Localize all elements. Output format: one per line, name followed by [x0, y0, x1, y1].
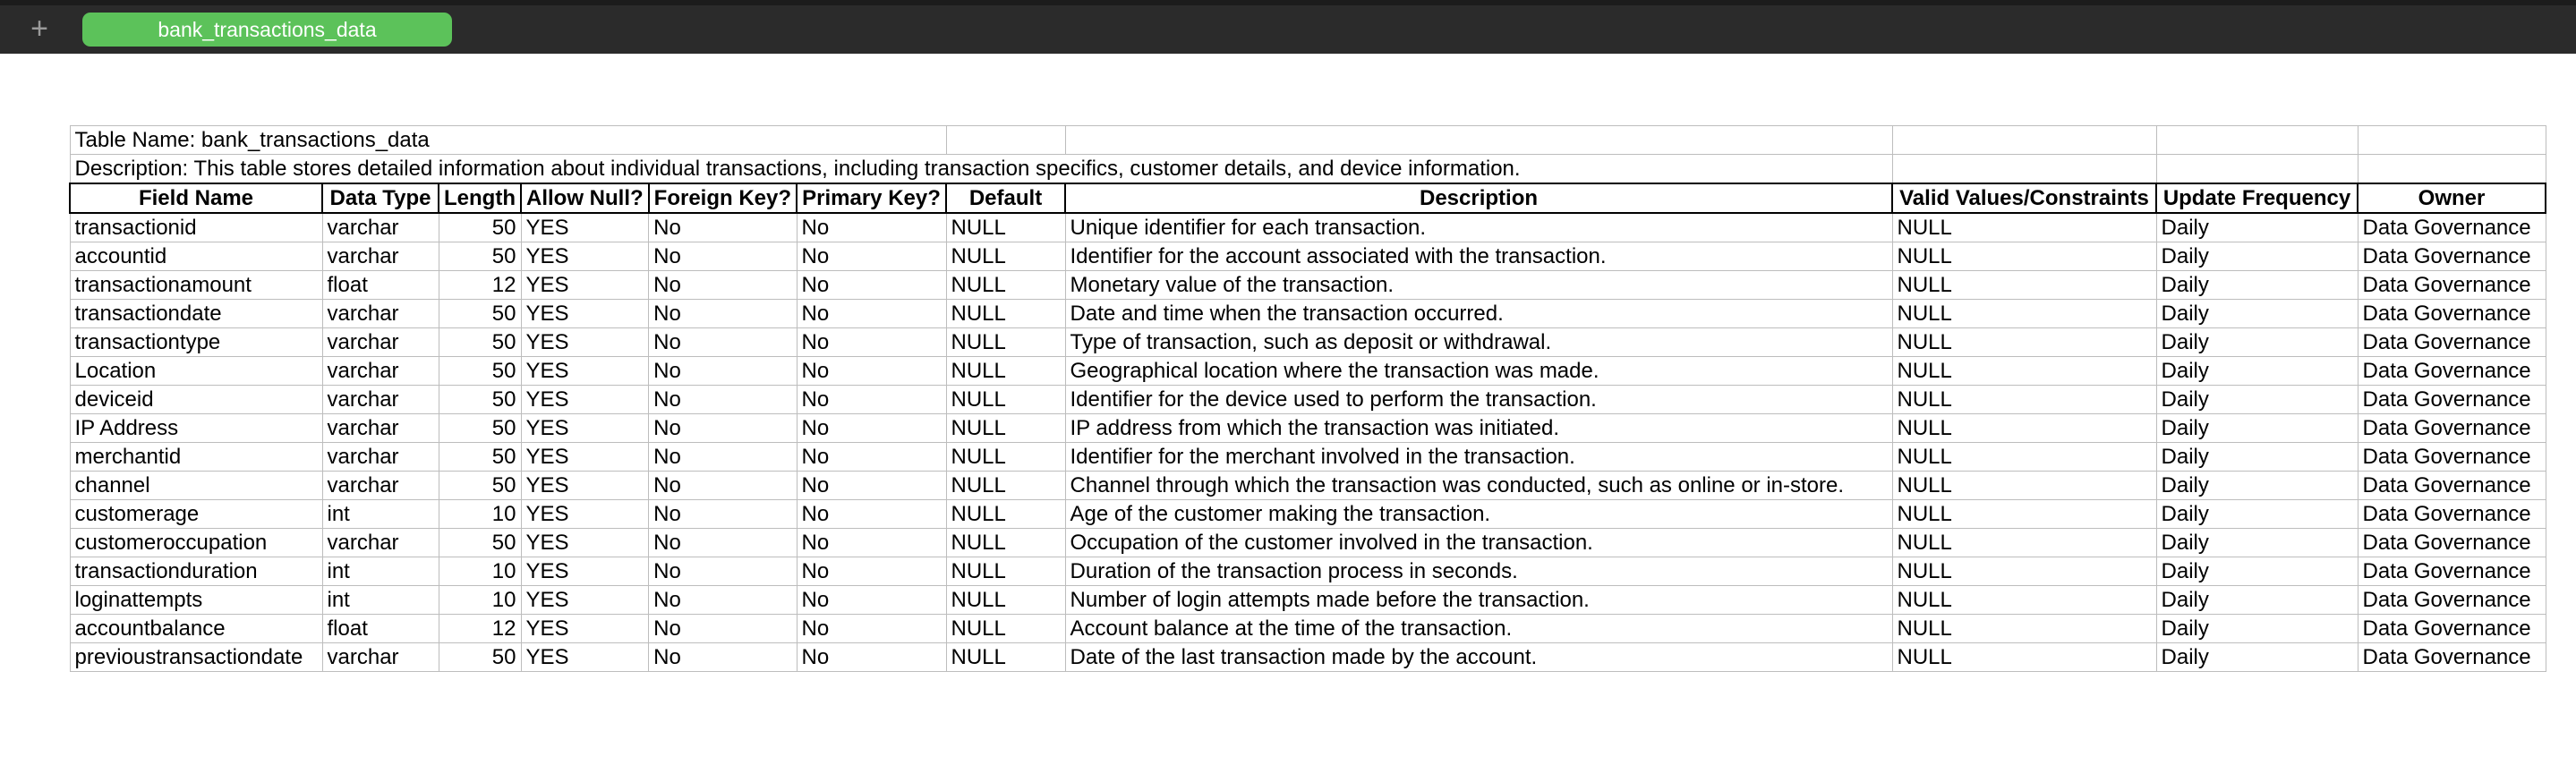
default-cell[interactable]: NULL — [946, 271, 1065, 300]
valid-values-cell[interactable]: NULL — [1892, 500, 2156, 529]
table-row — [70, 386, 2546, 414]
valid-values-cell[interactable]: NULL — [1892, 271, 2156, 300]
foreign-key-cell[interactable]: No — [649, 242, 797, 271]
table-row — [70, 357, 2546, 386]
update-frequency-cell[interactable]: Daily — [2156, 357, 2358, 386]
primary-key-cell[interactable]: No — [797, 271, 946, 300]
valid-values-cell[interactable]: NULL — [1892, 529, 2156, 557]
default-cell[interactable]: NULL — [946, 615, 1065, 643]
default-cell[interactable]: NULL — [946, 500, 1065, 529]
default-cell[interactable]: NULL — [946, 213, 1065, 242]
allow-null-cell[interactable]: YES — [521, 328, 649, 357]
update-frequency-cell[interactable]: Daily — [2156, 300, 2358, 328]
description-row — [70, 155, 2546, 184]
update-frequency-cell[interactable]: Daily — [2156, 386, 2358, 414]
primary-key-cell[interactable]: No — [797, 300, 946, 328]
add-sheet-button[interactable]: + — [30, 12, 48, 46]
owner-cell[interactable]: Data Governance — [2358, 386, 2546, 414]
primary-key-cell[interactable]: No — [797, 615, 946, 643]
primary-key-cell[interactable]: No — [797, 586, 946, 615]
table-row — [70, 300, 2546, 328]
default-cell[interactable]: NULL — [946, 328, 1065, 357]
primary-key-cell[interactable]: No — [797, 213, 946, 242]
field-name-cell[interactable]: Location — [70, 357, 322, 386]
owner-cell[interactable]: Data Governance — [2358, 213, 2546, 242]
description-cell[interactable]: Identifier for the device used to perform the transaction. — [1065, 386, 1892, 414]
field-name-cell[interactable]: transactionid — [70, 213, 322, 242]
allow-null-cell[interactable]: YES — [521, 213, 649, 242]
field-name-cell[interactable]: deviceid — [70, 386, 322, 414]
data-type-cell[interactable]: varchar — [322, 643, 439, 672]
update-frequency-cell[interactable]: Daily — [2156, 271, 2358, 300]
data-type-cell[interactable]: varchar — [322, 328, 439, 357]
primary-key-cell[interactable]: No — [797, 557, 946, 586]
owner-cell[interactable]: Data Governance — [2358, 615, 2546, 643]
owner-cell[interactable]: Data Governance — [2358, 242, 2546, 271]
allow-null-cell[interactable]: YES — [521, 500, 649, 529]
field-name-cell[interactable]: transactiontype — [70, 328, 322, 357]
valid-values-cell[interactable]: NULL — [1892, 557, 2156, 586]
allow-null-cell[interactable]: YES — [521, 643, 649, 672]
length-cell[interactable]: 50 — [439, 472, 521, 500]
foreign-key-cell[interactable]: No — [649, 328, 797, 357]
field-name-cell[interactable]: transactionamount — [70, 271, 322, 300]
default-cell[interactable]: NULL — [946, 443, 1065, 472]
data-type-cell[interactable]: varchar — [322, 242, 439, 271]
description-cell[interactable]: Unique identifier for each transaction. — [1065, 213, 1892, 242]
valid-values-cell[interactable]: NULL — [1892, 357, 2156, 386]
owner-cell[interactable]: Data Governance — [2358, 500, 2546, 529]
owner-cell[interactable]: Data Governance — [2358, 529, 2546, 557]
table-row — [70, 643, 2546, 672]
default-cell[interactable]: NULL — [946, 242, 1065, 271]
data-type-cell[interactable]: varchar — [322, 357, 439, 386]
field-name-cell[interactable]: previoustransactiondate — [70, 643, 322, 672]
foreign-key-cell[interactable]: No — [649, 557, 797, 586]
length-cell[interactable]: 50 — [439, 213, 521, 242]
update-frequency-cell[interactable]: Daily — [2156, 529, 2358, 557]
allow-null-cell[interactable]: YES — [521, 529, 649, 557]
primary-key-cell[interactable]: No — [797, 443, 946, 472]
empty-cell[interactable] — [2156, 126, 2358, 155]
length-cell[interactable]: 50 — [439, 242, 521, 271]
field-name-cell[interactable]: accountbalance — [70, 615, 322, 643]
data-type-cell[interactable]: varchar — [322, 472, 439, 500]
primary-key-cell[interactable]: No — [797, 414, 946, 443]
default-cell[interactable]: NULL — [946, 643, 1065, 672]
foreign-key-cell[interactable]: No — [649, 357, 797, 386]
owner-cell[interactable]: Data Governance — [2358, 271, 2546, 300]
column-header[interactable]: Allow Null? — [521, 183, 649, 213]
primary-key-cell[interactable]: No — [797, 529, 946, 557]
owner-cell[interactable]: Data Governance — [2358, 443, 2546, 472]
field-name-cell[interactable]: customeroccupation — [70, 529, 322, 557]
description-cell[interactable]: Occupation of the customer involved in the transaction. — [1065, 529, 1892, 557]
length-cell[interactable]: 50 — [439, 300, 521, 328]
column-header[interactable]: Field Name — [70, 183, 322, 213]
field-name-cell[interactable]: customerage — [70, 500, 322, 529]
empty-cell[interactable] — [1892, 155, 2156, 184]
owner-cell[interactable]: Data Governance — [2358, 357, 2546, 386]
table-row — [70, 529, 2546, 557]
length-cell[interactable]: 50 — [439, 414, 521, 443]
owner-cell[interactable]: Data Governance — [2358, 472, 2546, 500]
owner-cell[interactable]: Data Governance — [2358, 643, 2546, 672]
table-row — [70, 500, 2546, 529]
update-frequency-cell[interactable]: Daily — [2156, 557, 2358, 586]
sheet-tab-bar — [0, 0, 2576, 54]
foreign-key-cell[interactable]: No — [649, 586, 797, 615]
column-header[interactable]: Foreign Key? — [649, 183, 797, 213]
field-name-cell[interactable]: channel — [70, 472, 322, 500]
table-name-row — [70, 126, 2546, 155]
description-cell[interactable]: Type of transaction, such as deposit or withdrawal. — [1065, 328, 1892, 357]
allow-null-cell[interactable]: YES — [521, 357, 649, 386]
empty-cell[interactable] — [2156, 155, 2358, 184]
table-row — [70, 414, 2546, 443]
field-name-cell[interactable]: loginattempts — [70, 586, 322, 615]
empty-cell[interactable] — [2358, 126, 2546, 155]
foreign-key-cell[interactable]: No — [649, 414, 797, 443]
update-frequency-cell[interactable]: Daily — [2156, 615, 2358, 643]
data-type-cell[interactable]: varchar — [322, 529, 439, 557]
valid-values-cell[interactable]: NULL — [1892, 643, 2156, 672]
primary-key-cell[interactable]: No — [797, 328, 946, 357]
primary-key-cell[interactable]: No — [797, 472, 946, 500]
valid-values-cell[interactable]: NULL — [1892, 242, 2156, 271]
header-row — [70, 183, 2546, 213]
update-frequency-cell[interactable]: Daily — [2156, 443, 2358, 472]
description-cell[interactable]: Number of login attempts made before the transaction. — [1065, 586, 1892, 615]
empty-cell[interactable] — [1892, 126, 2156, 155]
foreign-key-cell[interactable]: No — [649, 529, 797, 557]
owner-cell[interactable]: Data Governance — [2358, 557, 2546, 586]
description-cell[interactable]: IP address from which the transaction was initiated. — [1065, 414, 1892, 443]
primary-key-cell[interactable]: No — [797, 242, 946, 271]
valid-values-cell[interactable]: NULL — [1892, 615, 2156, 643]
allow-null-cell[interactable]: YES — [521, 271, 649, 300]
foreign-key-cell[interactable]: No — [649, 643, 797, 672]
default-cell[interactable]: NULL — [946, 414, 1065, 443]
description-cell[interactable]: Geographical location where the transaction was made. — [1065, 357, 1892, 386]
sheet-tab[interactable]: bank_transactions_data — [82, 13, 452, 47]
length-cell[interactable]: 50 — [439, 529, 521, 557]
description-cell[interactable]: Age of the customer making the transaction. — [1065, 500, 1892, 529]
table-row — [70, 328, 2546, 357]
allow-null-cell[interactable]: YES — [521, 557, 649, 586]
field-name-cell[interactable]: merchantid — [70, 443, 322, 472]
valid-values-cell[interactable]: NULL — [1892, 443, 2156, 472]
default-cell[interactable]: NULL — [946, 472, 1065, 500]
data-type-cell[interactable]: varchar — [322, 386, 439, 414]
length-cell[interactable]: 50 — [439, 443, 521, 472]
length-cell[interactable]: 12 — [439, 615, 521, 643]
foreign-key-cell[interactable]: No — [649, 386, 797, 414]
update-frequency-cell[interactable]: Daily — [2156, 414, 2358, 443]
update-frequency-cell[interactable]: Daily — [2156, 500, 2358, 529]
column-header[interactable]: Length — [439, 183, 521, 213]
data-dictionary-table — [69, 125, 2546, 672]
length-cell[interactable]: 50 — [439, 357, 521, 386]
table-row — [70, 213, 2546, 242]
allow-null-cell[interactable]: YES — [521, 615, 649, 643]
default-cell[interactable]: NULL — [946, 300, 1065, 328]
column-header[interactable]: Primary Key? — [797, 183, 946, 213]
allow-null-cell[interactable]: YES — [521, 242, 649, 271]
data-type-cell[interactable]: int — [322, 586, 439, 615]
valid-values-cell[interactable]: NULL — [1892, 386, 2156, 414]
owner-cell[interactable]: Data Governance — [2358, 328, 2546, 357]
update-frequency-cell[interactable]: Daily — [2156, 213, 2358, 242]
description-cell[interactable]: Identifier for the account associated with the transaction. — [1065, 242, 1892, 271]
data-type-cell[interactable]: varchar — [322, 414, 439, 443]
table-row — [70, 557, 2546, 586]
data-type-cell[interactable]: int — [322, 500, 439, 529]
allow-null-cell[interactable]: YES — [521, 414, 649, 443]
foreign-key-cell[interactable]: No — [649, 472, 797, 500]
description-cell[interactable]: Account balance at the time of the transaction. — [1065, 615, 1892, 643]
valid-values-cell[interactable]: NULL — [1892, 414, 2156, 443]
empty-cell[interactable] — [946, 126, 1065, 155]
description-cell[interactable]: Duration of the transaction process in seconds. — [1065, 557, 1892, 586]
length-cell[interactable]: 10 — [439, 586, 521, 615]
length-cell[interactable]: 50 — [439, 386, 521, 414]
description-text: Description: This table stores detailed information about individual transactions, including transaction specifics, customer details, and device information. — [74, 157, 1521, 181]
empty-cell[interactable] — [2358, 155, 2546, 184]
column-header[interactable]: Update Frequency — [2156, 183, 2358, 213]
field-name-cell[interactable]: IP Address — [70, 414, 322, 443]
data-type-cell[interactable]: varchar — [322, 443, 439, 472]
table-row — [70, 271, 2546, 300]
allow-null-cell[interactable]: YES — [521, 586, 649, 615]
foreign-key-cell[interactable]: No — [649, 271, 797, 300]
table-row — [70, 586, 2546, 615]
column-header[interactable]: Data Type — [322, 183, 439, 213]
description-cell[interactable]: Channel through which the transaction was conducted, such as online or in-store. — [1065, 472, 1892, 500]
foreign-key-cell[interactable]: No — [649, 443, 797, 472]
table-row — [70, 472, 2546, 500]
allow-null-cell[interactable]: YES — [521, 443, 649, 472]
default-cell[interactable]: NULL — [946, 557, 1065, 586]
length-cell[interactable]: 50 — [439, 643, 521, 672]
description-cell[interactable] — [70, 155, 1892, 184]
default-cell[interactable]: NULL — [946, 386, 1065, 414]
allow-null-cell[interactable]: YES — [521, 472, 649, 500]
field-name-cell[interactable]: transactiondate — [70, 300, 322, 328]
table-name-text: Table Name: bank_transactions_data — [74, 128, 430, 152]
update-frequency-cell[interactable]: Daily — [2156, 643, 2358, 672]
update-frequency-cell[interactable]: Daily — [2156, 242, 2358, 271]
table-row — [70, 242, 2546, 271]
update-frequency-cell[interactable]: Daily — [2156, 472, 2358, 500]
owner-cell[interactable]: Data Governance — [2358, 300, 2546, 328]
update-frequency-cell[interactable]: Daily — [2156, 328, 2358, 357]
allow-null-cell[interactable]: YES — [521, 386, 649, 414]
valid-values-cell[interactable]: NULL — [1892, 328, 2156, 357]
default-cell[interactable]: NULL — [946, 586, 1065, 615]
column-header[interactable]: Owner — [2358, 183, 2546, 213]
length-cell[interactable]: 10 — [439, 557, 521, 586]
primary-key-cell[interactable]: No — [797, 500, 946, 529]
valid-values-cell[interactable]: NULL — [1892, 300, 2156, 328]
foreign-key-cell[interactable]: No — [649, 213, 797, 242]
length-cell[interactable]: 10 — [439, 500, 521, 529]
allow-null-cell[interactable]: YES — [521, 300, 649, 328]
column-header[interactable]: Description — [1065, 183, 1892, 213]
table-row — [70, 443, 2546, 472]
data-type-cell[interactable]: int — [322, 557, 439, 586]
table-row — [70, 615, 2546, 643]
default-cell[interactable]: NULL — [946, 357, 1065, 386]
description-cell[interactable]: Date and time when the transaction occurred. — [1065, 300, 1892, 328]
field-name-cell[interactable]: accountid — [70, 242, 322, 271]
foreign-key-cell[interactable]: No — [649, 615, 797, 643]
owner-cell[interactable]: Data Governance — [2358, 414, 2546, 443]
primary-key-cell[interactable]: No — [797, 386, 946, 414]
valid-values-cell[interactable]: NULL — [1892, 586, 2156, 615]
field-name-cell[interactable]: transactionduration — [70, 557, 322, 586]
description-cell[interactable]: Date of the last transaction made by the account. — [1065, 643, 1892, 672]
empty-cell[interactable] — [797, 126, 946, 155]
valid-values-cell[interactable]: NULL — [1892, 472, 2156, 500]
length-cell[interactable]: 50 — [439, 328, 521, 357]
foreign-key-cell[interactable]: No — [649, 300, 797, 328]
data-type-cell[interactable]: float — [322, 615, 439, 643]
primary-key-cell[interactable]: No — [797, 357, 946, 386]
owner-cell[interactable]: Data Governance — [2358, 586, 2546, 615]
column-header[interactable]: Valid Values/Constraints — [1892, 183, 2156, 213]
empty-cell[interactable] — [1065, 126, 1892, 155]
primary-key-cell[interactable]: No — [797, 643, 946, 672]
default-cell[interactable]: NULL — [946, 529, 1065, 557]
valid-values-cell[interactable]: NULL — [1892, 213, 2156, 242]
column-header[interactable]: Default — [946, 183, 1065, 213]
foreign-key-cell[interactable]: No — [649, 500, 797, 529]
table-name-cell[interactable] — [70, 126, 797, 155]
data-type-cell[interactable]: varchar — [322, 213, 439, 242]
description-cell[interactable]: Identifier for the merchant involved in the transaction. — [1065, 443, 1892, 472]
update-frequency-cell[interactable]: Daily — [2156, 586, 2358, 615]
length-cell[interactable]: 12 — [439, 271, 521, 300]
data-type-cell[interactable]: float — [322, 271, 439, 300]
description-cell[interactable]: Monetary value of the transaction. — [1065, 271, 1892, 300]
data-type-cell[interactable]: varchar — [322, 300, 439, 328]
